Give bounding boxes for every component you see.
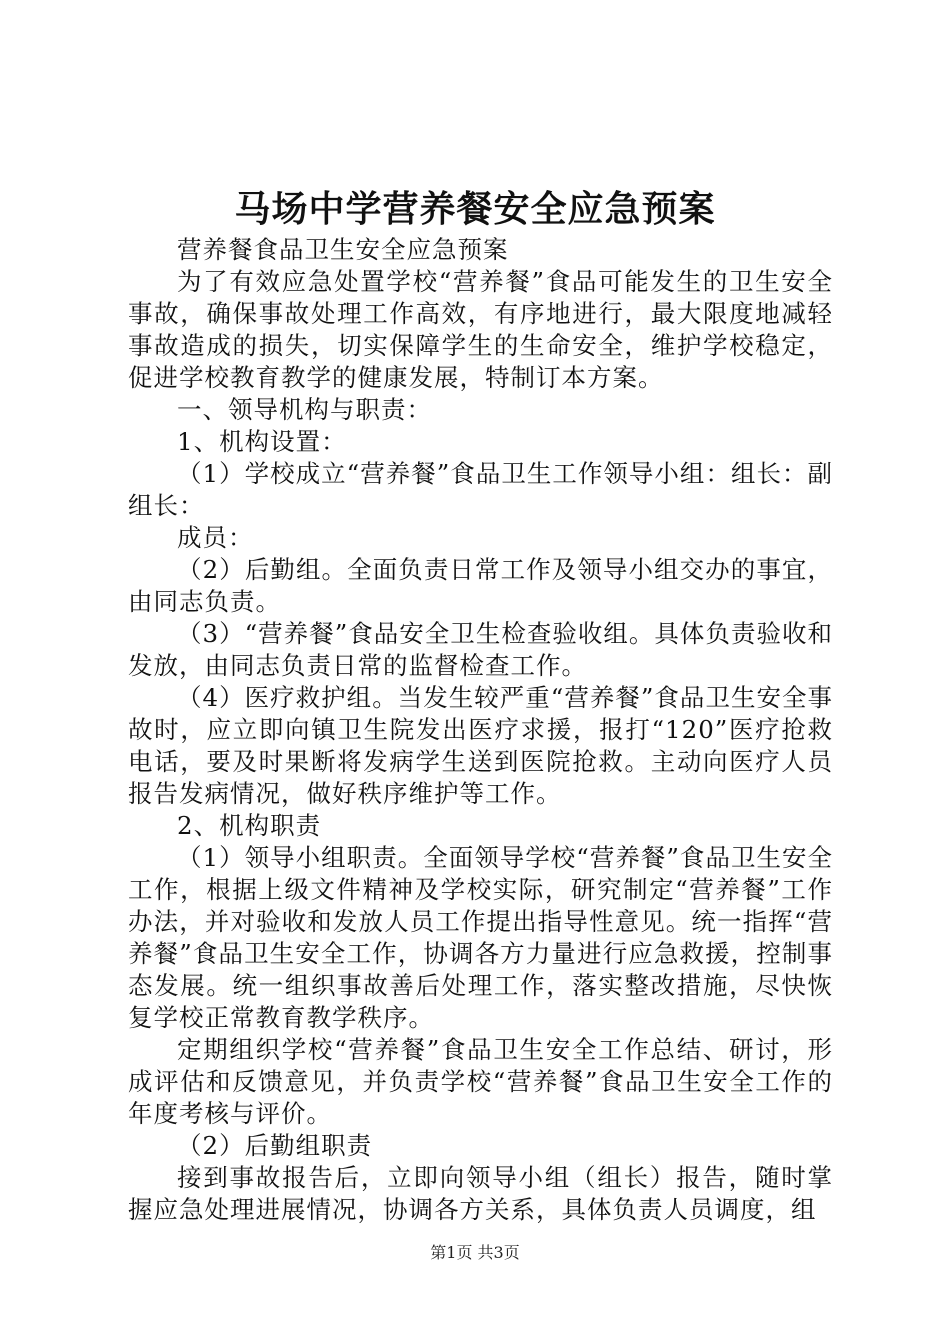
paragraph-leading-group-duties: （1）领导小组职责。全面领导学校“营养餐”食品卫生安全工作，根据上级文件精神及学校实际，研究制定“营养餐”工作办法，并对验收和发放人员工作提出指导性意见。统一指挥“营养餐”食品卫生安全工作，协调各方力量进行应急救援，控制事态发展。统一组织事故善后处理工作，落实整改措施，尽快恢复学校正常教育教学秩序。 [128, 843, 833, 1032]
paragraph-subtitle: 营养餐食品卫生安全应急预案 [177, 235, 509, 264]
paragraph-members: 成员： [177, 523, 254, 552]
document-title: 马场中学营养餐安全应急预案 [234, 188, 716, 230]
paragraph-medical-group: （4）医疗救护组。当发生较严重“营养餐”食品卫生安全事故时，应立即向镇卫生院发出医疗求援，报打“120”医疗抢救电话，要及时果断将发病学生送到医院抢救。主动向医疗人员报告发病情况，做好秩序维护等工作。 [128, 683, 833, 808]
heading-leadership: 一、领导机构与职责： [177, 395, 432, 424]
paragraph-leading-group: （1）学校成立“营养餐”食品卫生工作领导小组：组长：副组长： [128, 459, 833, 520]
paragraph-logistics-duties: 接到事故报告后，立即向领导小组（组长）报告，随时掌握应急处理进展情况，协调各方关系，具体负责人员调度，组 [128, 1163, 833, 1224]
heading-organization-duties: 2、机构职责 [177, 811, 322, 840]
heading-logistics-duties: （2）后勤组职责 [177, 1131, 373, 1160]
document-body [128, 234, 833, 1226]
paragraph-purpose: 为了有效应急处置学校“营养餐”食品可能发生的卫生安全事故，确保事故处理工作高效，有序地进行，最大限度地减轻事故造成的损失，切实保障学生的生命安全，维护学校稳定，促进学校教育教学的健康发展，特制订本方案。 [128, 267, 833, 392]
paragraph-logistics-group: （2）后勤组。全面负责日常工作及领导小组交办的事宜，由同志负责。 [128, 555, 833, 616]
paragraph-inspection-group: （3）“营养餐”食品安全卫生检查验收组。具体负责验收和发放，由同志负责日常的监督检查工作。 [128, 619, 833, 680]
heading-organization-setup: 1、机构设置： [177, 427, 347, 456]
paragraph-periodic-review: 定期组织学校“营养餐”食品卫生安全工作总结、研讨，形成评估和反馈意见，并负责学校“营养餐”食品卫生安全工作的年度考核与评价。 [128, 1035, 833, 1128]
page-number: 第1页 共3页 [430, 1243, 520, 1262]
